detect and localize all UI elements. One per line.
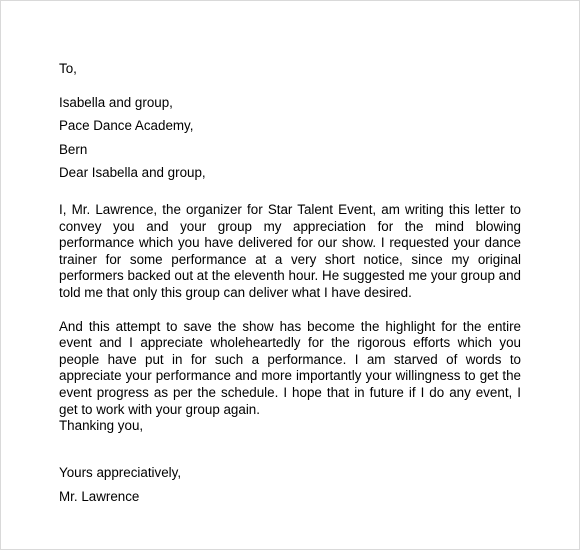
recipient-name: Isabella and group,	[59, 94, 173, 110]
letter-body	[59, 61, 521, 505]
salutation-to: To,	[59, 61, 77, 76]
greeting: Dear Isabella and group,	[59, 165, 206, 180]
recipient-city: Bern	[59, 141, 88, 157]
thanks-line: Thanking you,	[59, 418, 144, 434]
signature: Mr. Lawrence	[59, 488, 140, 504]
closing: Yours appreciatively,	[59, 465, 182, 481]
recipient-organization: Pace Dance Academy,	[59, 118, 194, 133]
paragraph-1: I, Mr. Lawrence, the organizer for Star Talent Event, am writing this letter to convey you and your group my appreciation for the mind blowing performance which you have delivered for our show. I requested your dance trainer for some performance at a very short notice, since my original performers backed out at the eleventh hour. He suggested me your group and told me that only this group can deliver what I have desired.	[59, 202, 521, 300]
paragraph-2: And this attempt to save the show has become the highlight for the entire event and I appreciate wholeheartedly for the rigorous efforts which you people have put in for such a performance. I am starved of words to appreciate your performance and more importantly your willingness to get the event progress as per the schedule. I hope that in future if I do any event, I get to work with your group again.	[59, 318, 521, 417]
